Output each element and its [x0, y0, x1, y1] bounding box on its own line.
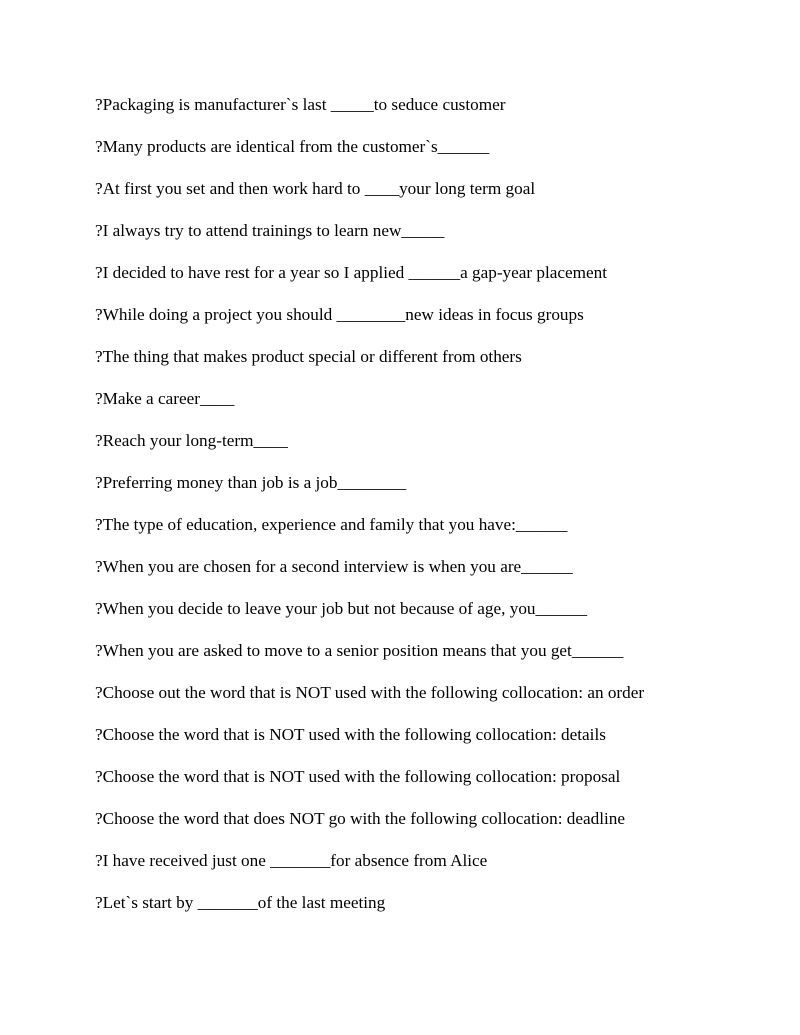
question-line: ?Many products are identical from the customer`s______	[95, 137, 490, 156]
question-list	[95, 94, 775, 934]
question-line: ?Let`s start by _______of the last meeting	[95, 893, 386, 912]
question-line: ?Make a career____	[95, 389, 235, 408]
question-line: ?When you are chosen for a second interview is when you are______	[95, 557, 573, 576]
question-line: ?I have received just one _______for absence from Alice	[95, 851, 488, 870]
question-line: ?Packaging is manufacturer`s last _____to seduce customer	[95, 95, 506, 114]
question-line: ?When you decide to leave your job but not because of age, you______	[95, 599, 588, 618]
question-line: ?I always try to attend trainings to learn new_____	[95, 221, 445, 240]
question-line: ?At first you set and then work hard to ____your long term goal	[95, 179, 536, 198]
question-line: ?While doing a project you should ________new ideas in focus groups	[95, 305, 584, 324]
question-line: ?Reach your long-term____	[95, 431, 288, 450]
question-line: ?Choose the word that is NOT used with the following collocation: proposal	[95, 767, 621, 786]
question-line: ?The type of education, experience and family that you have:______	[95, 515, 568, 534]
question-line: ?Choose out the word that is NOT used with the following collocation: an order	[95, 683, 645, 702]
question-line: ?When you are asked to move to a senior position means that you get______	[95, 641, 624, 660]
question-line: ?The thing that makes product special or different from others	[95, 347, 522, 366]
question-line: ?Choose the word that does NOT go with the following collocation: deadline	[95, 809, 626, 828]
question-line: ?Choose the word that is NOT used with the following collocation: details	[95, 725, 606, 744]
question-line: ?Preferring money than job is a job________	[95, 473, 407, 492]
question-line: ?I decided to have rest for a year so I applied ______a gap-year placement	[95, 263, 608, 282]
